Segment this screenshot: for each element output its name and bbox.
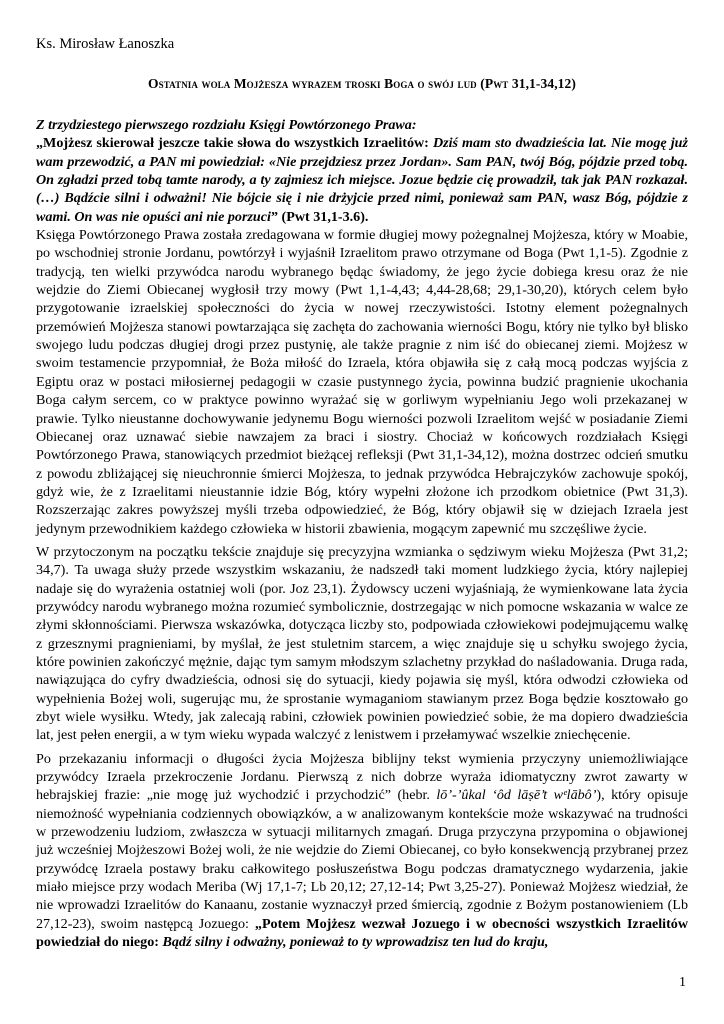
paragraph-3-part-b: ), który opisuje niemożność wypełniania codziennych obowiązków, a w analizowanym kontekście może wskazywać na trudności w przewodzeniu ludziom, zwłaszcza w sytuacji militarnych zmagań. Druga przyczyna przypomina o objawionej już wcześniej Mojżeszowi Bożej woli, że nie wejdzie do Ziemi Obiecanej, co było konsekwencją przybranej przez przywódcę Izraela postawy braku całkowitego posłuszeństwa Bogu podczas dramatycznego wydarzenia, jakie miało miejsce przy wodach Meriba (Wj 17,1-7; Lb 20,12; 27,12-14; Pwt 3,25-27). Ponieważ Mojżesz wiedział, że nie wprowadzi Izraelitów do Kanaanu, zostanie wyznaczył przed śmiercią, zgodnie z Bożym postanowieniem (Lb 27,12-23), swoim następcą Jozuego: <box>36 787 688 932</box>
document-title: Ostatnia wola Mojżesza wyrazem troski Boga o swój lud (Pwt 31,1-34,12) <box>148 76 576 91</box>
quote-intro: „Mojżesz skierował jeszcze takie słowa do wszystkich Izraelitów: <box>36 135 433 152</box>
hebrew-transliteration: lō’-’ûkal ‘ôd lāṣē’t wᵉlābô’ <box>436 787 597 804</box>
paragraph-3-part-a: Po przekazaniu informacji o długości życia Mojżesza biblijny tekst wymienia przyczyny uniemożliwiające przywódcy Izraela przekroczenie Jordanu. Pierwszą z nich dobrze wyraża idiomatyczny zwrot zawarty w hebrajskiej frazie: „nie mogę już wychodzić i przychodzić” (hebr. <box>36 750 688 804</box>
paragraph-3 <box>36 750 688 952</box>
section-subtitle: Z trzydziestego pierwszego rozdziału Księgi Powtórzonego Prawa: <box>36 117 417 133</box>
quote-reference: ” (Pwt 31,1-3.6). <box>270 208 369 225</box>
page-number: 1 <box>679 975 686 990</box>
paragraph-3-bold-italic-quote: Bądź silny i odważny, ponieważ to ty wprowadzisz ten lud do kraju, <box>162 934 549 951</box>
author-name: Ks. Mirosław Łanoszka <box>36 36 175 52</box>
bible-quote <box>36 134 688 226</box>
quote-text: Dziś mam sto dwadzieścia lat. Nie mogę już wam przewodzić, a PAN mi powiedział: «Nie przejdziesz przez Jordan». Sam PAN, twój Bóg, pójdzie przed tobą. On zgładzi przed tobą tamte narody, a ty zajmiesz ich miejsce. Jozue będzie cię prowadził, tak jak PAN rozkazał. (…) Bądźcie silni i odważni! Nie bójcie się i nie drżyjcie przed nimi, ponieważ sam PAN, wasz Bóg, pójdzie z wami. On was nie opuści ani nie porzuci <box>36 135 688 225</box>
document-body <box>36 116 688 956</box>
paragraph-1: Księga Powtórzonego Prawa została zredagowana w formie długiej mowy pożegnalnej Mojżesza, który w Moabie, po wschodniej stronie Jordanu, powtórzył i wyjaśnił Izraelitom prawo otrzymane od Boga (Pwt 1,1-5). Zgodnie z tradycją, ten wielki przywódca narodu wybranego będąc świadomy, że jego życie dobiega kresu oraz że nie wejdzie do Ziemi Obiecanej wygłosił trzy mowy (Pwt 1,1-4,43; 4,44-28,68; 29,1-30,20), których celem było przygotowanie izraelskiej społeczności do życia w nowej rzeczywistości. Istotny element pożegnalnych przemówień Mojżesza stanowi powtarzająca się zachęta do zachowania wierności Bogu, który nie tylko był blisko swojego ludu podczas długiej drogi przez pustynię, ale także pragnie z nim iść do obiecanej ziemi. Mojżesz w swoim testamencie przypomniał, że Boża miłość do Izraela, która objawiła się z całą mocą podczas wyjścia z Egiptu oraz w postaci miłosiernej pedagogii w czasie pustynnego życia, powinna budzić pragnienie ukochania Boga całym sercem, co w praktyce powinno wyrażać się w gorliwym wypełnianiu Jego woli przekazanej w prawie. Tylko nieustanne dochowywanie jedynemu Bogu wierności pozwoli Izraelitom wejść w posiadanie Ziemi Obiecanej oraz uznawać siebie nawzajem za braci i siostry. Chociaż w końcowych rozdziałach Księgi Powtórzonego Prawa, stanowiących przedmiot bieżącej refleksji (Pwt 31,1-34,12), można dostrzec odcień smutku z powodu zbliżającej się nieuchronnie śmierci Mojżesza, to jednak przywódca Hebrajczyków zachowuje spokój, gdyż wie, że z Izraelitami nieustannie idzie Bóg, który wypełni złożone ich przodkom obietnice (Pwt 31,3). Rozszerzając zakres powyższej myśli trzeba odpowiedzieć, że Bóg, który objawił się w dziejach Izraela jest jedynym przewodnikiem każdego człowieka w historii zbawienia, mogącym zapewnić mu szczęśliwe życie. <box>36 227 688 537</box>
paragraph-2: W przytoczonym na początku tekście znajduje się precyzyjna wzmianka o sędziwym wieku Mojżesza (Pwt 31,2; 34,7). Ta uwaga służy przede wszystkim wskazaniu, że nadszedł taki moment ludzkiego życia, który najlepiej nadaje się do wyrażenia ostatniej woli (por. Joz 23,1). Żydowscy uczeni wyjaśniają, że wymienkowane lata życia przywódcy narodu wybranego można rozumieć symbolicznie, dostrzegając w nich pomocne wskazania w walce ze złymi skłonnościami. Pierwsza wskazówka, dotycząca liczby sto, podpowiada człowiekowi podejmującemu walkę z grzesznymi pragnieniami, by myślał, że jest stuletnim starcem, a więc znajduje się u schyłku swojego życia, które powinien zakończyć mężnie, dając tym samym młodszym szlachetny przykład do naśladowania. Druga rada, nawiązująca do cyfry dwadzieścia, odnosi się do sytuacji, kiedy pojawia się myśl, która odwodzi człowieka od wypełnienia Bożej woli, sugerując mu, że sprostanie wymaganiom stawianym przez Boga będzie kosztowało go zbyt wiele wysiłku. Wtedy, jak zalecają rabini, człowiek powinien powiedzieć sobie, że ma dopiero dwadzieścia lat, jest pełen energii, a w tym wieku wypada walczyć z lenistwem i przełamywać wszelkie zniechęcenie. <box>36 543 688 744</box>
paragraph-3-bold-quote: „Potem Mojżesz wezwał Jozuego i w obecności wszystkich Izraelitów powiedział do niego: <box>36 915 688 951</box>
